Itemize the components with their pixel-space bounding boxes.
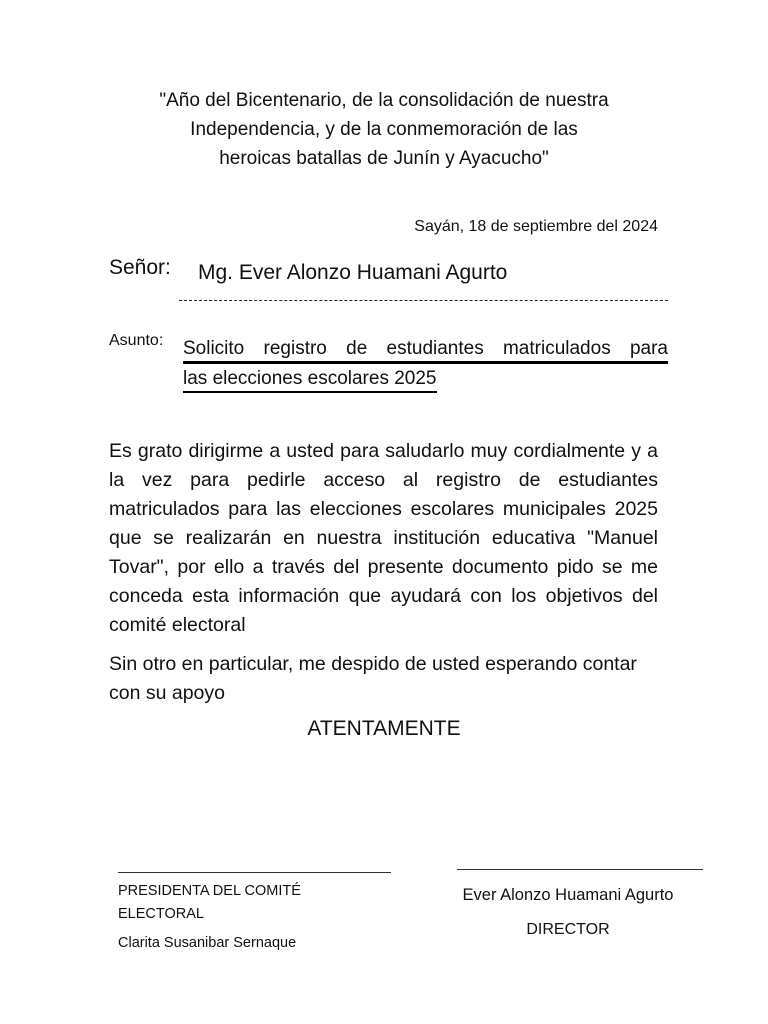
- motto-line-3: heroicas batallas de Junín y Ayacucho": [219, 148, 549, 169]
- sign-off: ATENTAMENTE: [307, 717, 461, 740]
- left-signatory-name: Clarita Susanibar Sernaque: [118, 935, 297, 951]
- subject-line-2: las elecciones escolares 2025: [183, 367, 437, 393]
- motto-line-1: "Año del Bicentenario, de la consolidación de nuestra: [159, 90, 609, 111]
- recipient-label: Señor:: [109, 256, 171, 279]
- recipient-dashed-divider: [179, 300, 668, 301]
- subject-label: Asunto:: [109, 332, 164, 349]
- left-signatory-role: PRESIDENTA DEL COMITÉ ELECTORAL: [118, 883, 301, 922]
- right-signatory-name: Ever Alonzo Huamani Agurto: [462, 886, 674, 904]
- letter-body-paragraph: Es grato dirigirme a usted para saludarlo muy cordialmente y a la vez para pedirle acceso al registro de estudiantes matriculados para las elecciones escolares municipales 2025 que se realizarán en nuestra institución educativa "Manuel Tovar", por ello a través del presente documento pido se me conceda esta información que ayudará con los objetivos del comité electoral: [109, 440, 658, 636]
- letter-date: Sayán, 18 de septiembre del 2024: [414, 218, 658, 235]
- official-year-motto: [110, 86, 658, 173]
- recipient-name: Mg. Ever Alonzo Huamani Agurto: [198, 261, 508, 284]
- subject-text: [183, 338, 668, 393]
- closing-paragraph: Sin otro en particular, me despido de usted esperando contar con su apoyo: [109, 653, 637, 704]
- left-signature-line: [118, 872, 391, 873]
- right-signatory-role: DIRECTOR: [526, 921, 610, 938]
- right-signature-line: [457, 869, 703, 870]
- subject-line-1: Solicito registro de estudiantes matriculados para: [183, 338, 668, 364]
- motto-line-2: Independencia, y de la conmemoración de las: [190, 119, 578, 140]
